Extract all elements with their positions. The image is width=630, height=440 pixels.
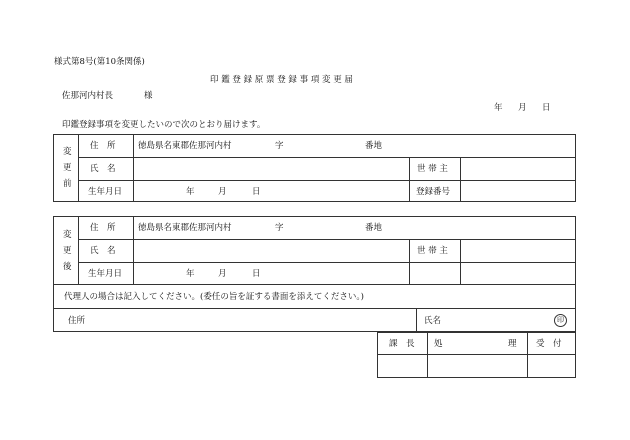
agent-name-label: 氏名: [424, 316, 442, 326]
page-title: 印 鑑 登 録 原 票 登 録 事 項 変 更 届: [210, 75, 353, 85]
before-aza: 字: [275, 141, 284, 151]
before-birth-year: 年: [186, 187, 195, 197]
seal-icon: 印: [554, 314, 567, 327]
intro-text: 印鑑登録事項を変更したいので次のとおり届けます。: [62, 120, 266, 130]
honorific: 様: [144, 91, 153, 101]
before-side-2: 更: [63, 163, 72, 173]
after-address-value[interactable]: 徳島県名東郡佐那河内村: [138, 223, 232, 233]
after-name-label: 氏 名: [90, 246, 116, 256]
before-address-value[interactable]: 徳島県名東郡佐那河内村: [138, 141, 232, 151]
after-birth-label: 生年月日: [88, 269, 123, 279]
before-side-3: 前: [63, 179, 72, 189]
after-side-1: 変: [63, 230, 72, 240]
agent-note: 代理人の場合は記入してください。(委任の旨を証する書面を添えてください。): [64, 292, 364, 302]
date-year: 年: [494, 103, 503, 113]
after-birth-year: 年: [186, 269, 195, 279]
after-birth-month: 月: [218, 269, 227, 279]
before-name-label: 氏 名: [90, 164, 116, 174]
before-birth-day: 日: [252, 187, 261, 197]
after-aza: 字: [275, 223, 284, 233]
before-household-label: 世 帯 主: [417, 164, 448, 174]
after-banchi: 番地: [365, 223, 383, 233]
agent-address-label: 住所: [68, 316, 86, 326]
after-birth-day: 日: [252, 269, 261, 279]
chief-label: 課 長: [389, 339, 415, 349]
after-side-2: 更: [63, 246, 72, 256]
after-household-label: 世 帯 主: [417, 246, 448, 256]
before-banchi: 番地: [365, 141, 383, 151]
addressee: 佐那河内村長: [62, 91, 114, 101]
before-address-label: 住 所: [90, 141, 116, 151]
date-day: 日: [542, 103, 551, 113]
reception-label: 受 付: [536, 339, 562, 349]
before-reg-no-label: 登録番号: [416, 187, 451, 197]
processing-label-end: 理: [508, 339, 517, 349]
processing-label: 処: [434, 339, 443, 349]
before-side-1: 変: [63, 147, 72, 157]
date-month: 月: [518, 103, 527, 113]
form-id: 様式第8号(第10条関係): [54, 57, 145, 67]
after-side-3: 後: [63, 262, 72, 272]
before-birth-month: 月: [218, 187, 227, 197]
before-birth-label: 生年月日: [88, 187, 123, 197]
after-address-label: 住 所: [90, 223, 116, 233]
